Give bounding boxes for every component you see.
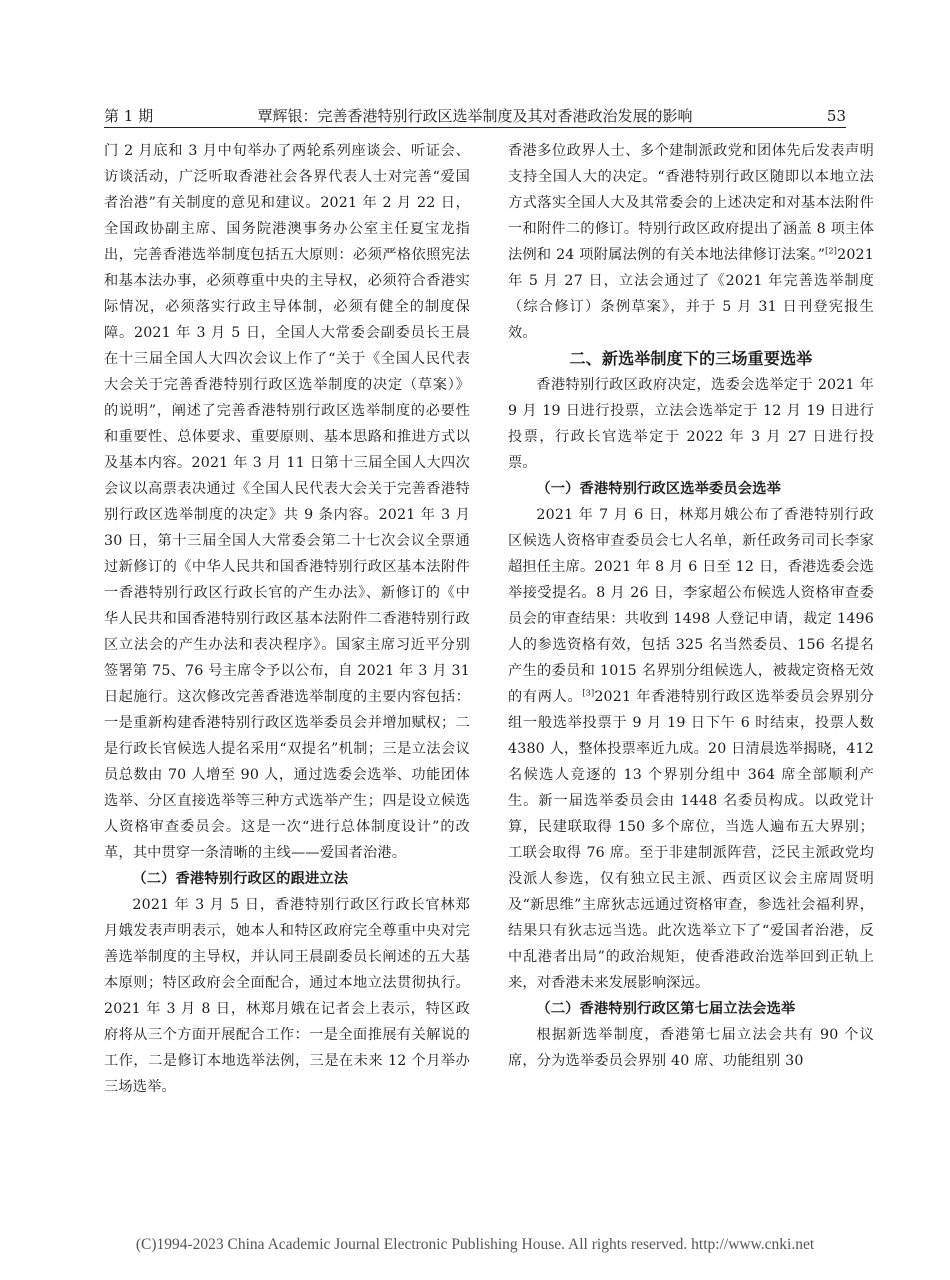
citation-ref: [2]: [825, 246, 838, 256]
citation-ref: [3]: [582, 688, 595, 698]
paragraph: 根据新选举制度，香港第七届立法会共有 90 个议席，分为选举委员会界别 40 席、功能组别 30: [508, 1027, 874, 1069]
paragraph: 香港特别行政区政府决定，选委会选举定于 2021 年 9 月 19 日进行投票，立法会选举定于 12 月 19 日进行投票，行政长官选举定于 2022 年 3 月 27 日进行投票。: [508, 377, 874, 471]
paragraph-text: 2021 年 7 月 6 日，林郑月娥公布了香港特别行政区候选人资格审查委员会七人名单，新任政务司司长李家超担任主席。2021 年 8 月 6 日至 12 日，香港选委会选举接受提名。8 月 26 日，李家超公布候选人资格审查委员会的审查结果：共收到 1498 人登记申请，裁定 1496 人的参选资格有效，包括 325 名当然委员、156 名提名产生的委员和 1015 名界别分组候选人，被裁定资格无效的有两人。: [508, 507, 874, 705]
paragraph: [508, 502, 874, 996]
page-number: 53: [826, 107, 846, 125]
article-title-header: 覃辉银：完善香港特别行政区选举制度及其对香港政治发展的影响: [257, 107, 693, 125]
paragraph-text: 2021 年香港特别行政区选举委员会界别分组一般选举投票于 9 月 19 日下午 6 时结束，投票人数 4380 人，整体投票率近九成。20 日清晨选举揭晓，412 名候选人竞逐的 13 个界别分组中 364 席全部顺利产生。新一届选举委员会由 1448 名委员构成。以政党计算，民建联取得 150 多个席位，当选人遍布五大界别；工联会取得 76 席。至于非建制派阵营，泛民主派政党均没派人参选，仅有独立民主派、西贡区议会主席周贤明及“新思维”主席狄志远通过资格审查，参选社会福利界，结果只有狄志远当选。此次选举立下了“爱国者治港，反中乱港者出局”的政治规矩，使香港政治选举回到正轨上来，对香港未来发展影响深远。: [508, 689, 874, 991]
issue-number: 第 1 期: [104, 107, 154, 125]
subsection-heading: （二）香港特别行政区的跟进立法: [132, 871, 349, 887]
paragraph: 门 2 月底和 3 月中旬举办了两轮系列座谈会、听证会、访谈活动，广泛听取香港社会各界代表人士对完善“爱国者治港”有关制度的意见和建议。2021 年 2 月 22 日，全国政协副主席、国务院港澳事务办公室主任夏宝龙指出，完善香港选举制度包括五大原则：必须严格依照宪法和基本法办事，必须尊重中央的主导权，必须符合香港实际情况，必须落实行政主导体制，必须有健全的制度保障。2021 年 3 月 5 日，全国人大常委会副委员长王晨在十三届全国人大四次会议上作了“关于《全国人民代表大会关于完善香港特别行政区选举制度的决定（草案）》的说明”，阐述了完善香港特别行政区选举制度的必要性和重要性、总体要求、重要原则、基本思路和推进方式以及基本内容。2021 年 3 月 11 日第十三届全国人大四次会议以高票表决通过《全国人民代表大会关于完善香港特别行政区选举制度的决定》共 9 条内容。2021 年 3 月 30 日，第十三届全国人大常委会第二十七次会议全票通过新修订的《中华人民共和国香港特别行政区基本法附件一香港特别行政区行政长官的产生办法》、新修订的《中华人民共和国香港特别行政区基本法附件二香港特别行政区立法会的产生办法和表决程序》。国家主席习近平分别签署第 75、76 号主席令予以公布，自 2021 年 3 月 31 日起施行。这次修改完善香港选举制度的主要内容包括：一是重新构建香港特别行政区选举委员会并增加赋权；二是行政长官候选人提名采用“双提名”机制；三是立法会议员总数由 70 人增至 90 人，通过选委会选举、功能团体选举、分区直接选举等三种方式选举产生；四是设立候选人资格审查委员会。这是一次“进行总体制度设计”的改革，其中贯穿一条清晰的主线——爱国者治港。: [104, 143, 470, 861]
paragraph-text: 香港多位政界人士、多个建制派政党和团体先后发表声明支持全国人大的决定。“香港特别行政区随即以本地立法方式落实全国人大及其常委会的上述决定和对基本法附件一和附件二的修订。特别行政区政府提出了涵盖 8 项主体法例和 24 项附属法例的有关本地法律修订法案。”: [508, 143, 874, 263]
subsection-heading: （一）香港特别行政区选举委员会选举: [536, 481, 781, 497]
right-column: [508, 138, 874, 1074]
paragraph: 2021 年 3 月 5 日，香港特别行政区行政长官林郑月娥发表声明表示，她本人和特区政府完全尊重中央对完善选举制度的主导权，并认同王晨副委员长阐述的五大基本原则；特区政府会全面配合，通过本地立法贯彻执行。2021 年 3 月 8 日，林郑月娥在记者会上表示，特区政府将从三个方面开展配合工作：一是全面推展有关解说的工作，二是修订本地选举法例，三是在未来 12 个月举办三场选举。: [104, 897, 470, 1095]
subsection-heading: （二）香港特别行政区第七届立法会选举: [536, 1001, 796, 1017]
paragraph: [508, 138, 874, 346]
running-header: [104, 106, 846, 126]
left-column: [104, 138, 470, 1100]
copyright-footer: (C)1994-2023 China Academic Journal Electronic Publishing House. All rights reserved. http://www.cnki.net: [135, 1236, 815, 1253]
header-rule: [104, 127, 846, 128]
paragraph-text: 2021 年 5 月 27 日，立法会通过了《2021 年完善选举制度（综合修订）条例草案》，并于 5 月 31 日刊登宪报生效。: [508, 247, 874, 341]
section-heading: 二、新选举制度下的三场重要选举: [569, 349, 813, 368]
